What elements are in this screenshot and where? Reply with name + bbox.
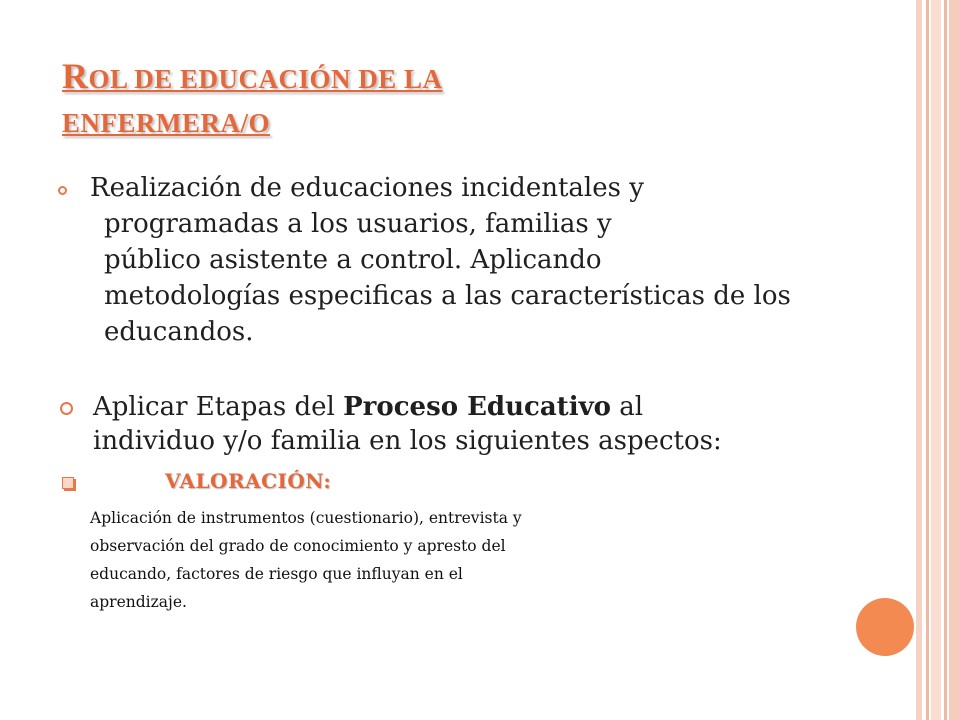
p1-line: programadas a los usuarios, familias y xyxy=(104,209,612,239)
title-line2: ENFERMERA/O xyxy=(62,108,270,138)
title-initial: R xyxy=(62,56,89,96)
p1-line: educandos. xyxy=(104,317,254,347)
decorative-stripes xyxy=(916,0,960,720)
p2-bold: Proceso Educativo xyxy=(343,392,612,422)
detail-line: aprendizaje. xyxy=(90,593,187,611)
stripe xyxy=(931,0,941,720)
paragraph-proceso-educativo xyxy=(93,390,853,458)
slide-title xyxy=(62,54,762,145)
p2-line2 xyxy=(93,424,853,458)
bullet-ring-icon xyxy=(60,402,73,415)
p1-line: público asistente a control. Aplicando xyxy=(104,245,602,275)
detail-line: educando, factores de riesgo que influyan en el xyxy=(90,565,463,583)
bullet-icon xyxy=(58,186,67,195)
stripe xyxy=(916,0,922,720)
p1-line: Realización de educaciones incidentales y xyxy=(90,173,644,203)
paragraph-educaciones xyxy=(90,170,864,350)
square-bullet-icon xyxy=(62,477,74,489)
detail-line: Aplicación de instrumentos (cuestionario), entrevista y xyxy=(90,509,522,527)
stripe xyxy=(926,0,929,720)
p2-line2-text: individuo y/o familia en los siguientes aspectos: xyxy=(93,426,722,456)
valoracion-heading: VALORACIÓN: xyxy=(165,469,332,493)
decorative-circle xyxy=(856,598,914,656)
p2-text: Aplicar Etapas del xyxy=(93,392,344,422)
p1-line: metodologías especificas a las características de los xyxy=(104,281,791,311)
valoracion-detail xyxy=(90,504,650,616)
p2-text: al xyxy=(611,392,644,422)
stripe xyxy=(949,0,960,720)
stripe xyxy=(944,0,947,720)
title-line1-rest: OL DE EDUCACIÓN DE LA xyxy=(88,64,443,94)
detail-line: observación del grado de conocimiento y apresto del xyxy=(90,537,506,555)
